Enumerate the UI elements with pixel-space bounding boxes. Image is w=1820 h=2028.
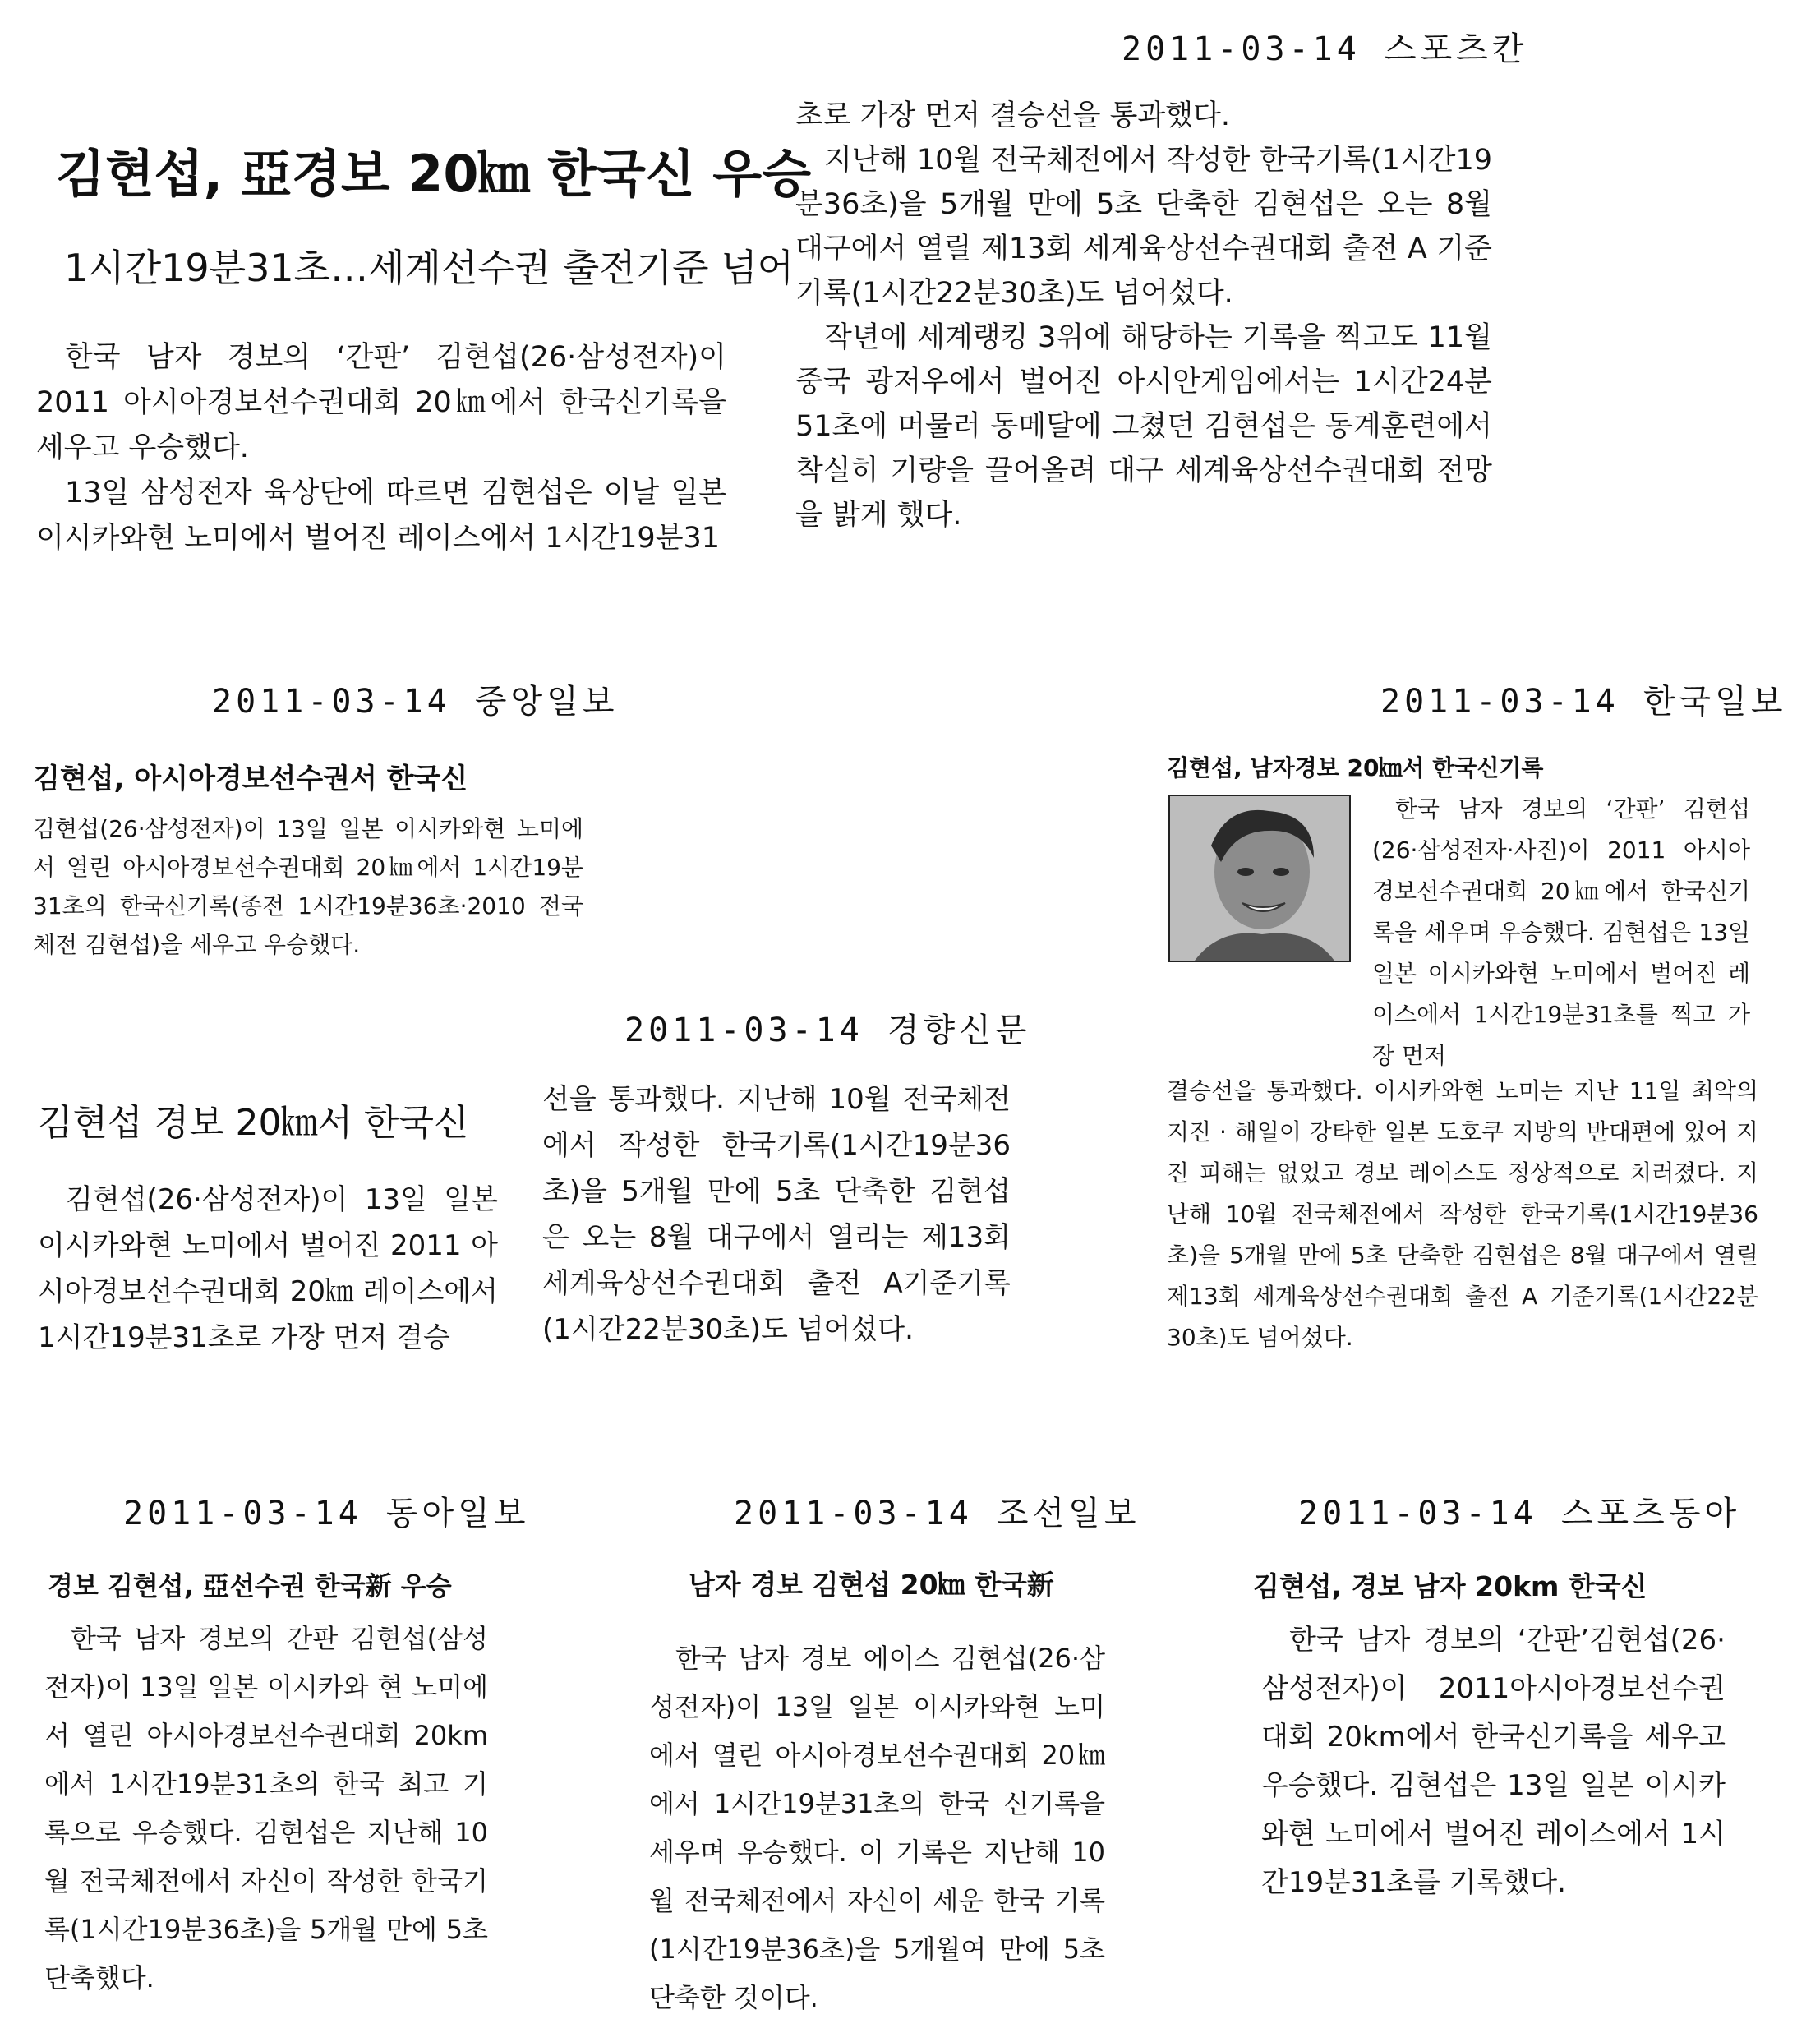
paragraph: 한국 남자 경보의 ‘간판’ 김현섭(26·삼성전자·사진)이 2011 아시아경보선수권대회 20㎞에서 한국신기록을 세우며 우승했다. 김현섭은 13일 일본 이시카와현 노미에서 벌어진 레이스에서 1시간19분31초를 찍고 가장 먼저 bbox=[1372, 795, 1750, 1069]
paragraph: 김현섭(26·삼성전자)이 13일 일본 이시카와현 노미에서 벌어진 2011 아시아경보선수권대회 20㎞ 레이스에서 1시간19분31초로 가장 먼저 결승 bbox=[38, 1183, 498, 1354]
portrait-photo-icon bbox=[1168, 795, 1351, 962]
paragraph: 한국 남자 경보의 ‘간판’김현섭(26·삼성전자)이 2011아시아경보선수권대회 20km에서 한국신기록을 세우고 우승했다. 김현섭은 13일 일본 이시카와현 노미에서 벌어진 레이스에서 1시간19분31초를 기록했다. bbox=[1261, 1624, 1726, 1899]
article-sportskhan bbox=[0, 0, 1512, 592]
dateline-joongang: 2011-03-14 중앙일보 bbox=[212, 683, 619, 721]
paragraph: 한국 남자 경보의 ‘간판’ 김현섭(26·삼성전자)이 2011 아시아경보선수권대회 20㎞에서 한국신기록을 세우고 우승했다. bbox=[36, 341, 726, 464]
article-chosun bbox=[641, 1557, 1117, 2028]
paragraph: 결승선을 통과했다. 이시카와현 노미는 지난 11일 최악의 지진 · 해일이 강타한 일본 도호쿠 지방의 반대편에 있어 지진 피해는 없었고 경보 레이스도 정상적으로 치러졌다. 지난해 10월 전국체전에서 작성한 한국기록(1시간19분36초)을 5개월 만에 5초 단축한 김현섭은 8월 대구에서 열릴 제13회 세계육상선수권대회 출전 A 기준기록(1시간22분30초)도 넘어섰다. bbox=[1167, 1077, 1758, 1351]
paragraph: 작년에 세계랭킹 3위에 해당하는 기록을 찍고도 11월 중국 광저우에서 벌어진 아시안게임에서는 1시간24분51초에 머물러 동메달에 그쳤던 김현섭은 동계훈련에서 착실히 기량을 끌어올려 대구 세계육상선수권대회 전망을 밝게 했다. bbox=[795, 321, 1492, 532]
portrait-silhouette-icon bbox=[1170, 796, 1349, 961]
column-1-sportskhan bbox=[36, 335, 726, 561]
paragraph: 지난해 10월 전국체전에서 작성한 한국기록(1시간19분36초)을 5개월 만에 5초 단축한 김현섭은 오는 8월 대구에서 열릴 제13회 세계육상선수권대회 출전 A 기준기록(1시간22분30초)도 넘어섰다. bbox=[795, 144, 1492, 310]
paragraph: 한국 남자 경보 에이스 김현섭(26·삼성전자)이 13일 일본 이시카와현 노미에서 열린 아시아경보선수권대회 20㎞에서 1시간19분31초의 한국 신기록을 세우며 우승했다. 이 기록은 지난해 10월 전국체전에서 자신이 세운 한국 기록(1시간19분36초)을 5개월여 만에 5초 단축한 것이다. bbox=[649, 1643, 1105, 2013]
paragraph: 한국 남자 경보의 간판 김현섭(삼성전자)이 13일 일본 이시카와 현 노미에서 열린 아시아경보선수권대회 20km에서 1시간19분31초의 한국 최고 기록으로 우승했다. 김현섭은 지난해 10월 전국체전에서 자신이 작성한 한국기록(1시간19분36초)을 5개월 만에 5초 단축했다. bbox=[44, 1623, 488, 1993]
article-sportsdonga bbox=[1253, 1557, 1762, 1968]
subheadline-sportskhan: 1시간19분31초…세계선수권 출전기준 넘어 bbox=[64, 246, 795, 290]
headline-hankook: 김현섭, 남자경보 20㎞서 한국신기록 bbox=[1167, 754, 1544, 781]
paragraph: 선을 통과했다. 지난해 10월 전국체전에서 작성한 한국기록(1시간19분36초)을 5개월 만에 5초 단축한 김현섭은 오는 8월 대구에서 열리는 제13회 세계육상선수권대회 출전 A기준기록(1시간22분30초)도 넘어섰다. bbox=[542, 1083, 1011, 1346]
headline-sportskhan: 김현섭, 亞경보 20㎞ 한국신 우승 bbox=[56, 144, 812, 204]
column-2-sportskhan bbox=[795, 94, 1492, 537]
paragraph: 13일 삼성전자 육상단에 따르면 김현섭은 이날 일본 이시카와현 노미에서 벌어진 레이스에서 1시간19분31 bbox=[36, 477, 726, 555]
article-hankook bbox=[1167, 744, 1775, 1385]
paragraph: 초로 가장 먼저 결승선을 통과했다. bbox=[795, 99, 1230, 132]
article-donga bbox=[41, 1557, 501, 2017]
headline-kyunghyang: 김현섭 경보 20㎞서 한국신 bbox=[38, 1102, 469, 1144]
article-kyunghyang bbox=[33, 1076, 1019, 1405]
headline-joongang: 김현섭, 아시아경보선수권서 한국신 bbox=[33, 763, 468, 795]
dateline-sportskhan: 2011-03-14 스포츠칸 bbox=[1122, 30, 1528, 68]
headline-chosun: 남자 경보 김현섭 20㎞ 한국新 bbox=[689, 1569, 1054, 1601]
headline-donga: 경보 김현섭, 亞선수권 한국新 우승 bbox=[48, 1570, 452, 1602]
headline-sportsdonga: 김현섭, 경보 남자 20km 한국신 bbox=[1253, 1570, 1647, 1602]
dateline-kyunghyang: 2011-03-14 경향신문 bbox=[624, 1012, 1031, 1049]
dateline-sportsdonga: 2011-03-14 스포츠동아 bbox=[1298, 1495, 1741, 1533]
article-joongang bbox=[33, 748, 592, 970]
paragraph: 김현섭(26·삼성전자)이 13일 일본 이시카와현 노미에서 열린 아시아경보선수권대회 20㎞에서 1시간19분31초의 한국신기록(종전 1시간19분36초·2010 전국체전 김현섭)을 세우고 우승했다. bbox=[33, 815, 583, 958]
dateline-donga: 2011-03-14 동아일보 bbox=[123, 1495, 530, 1533]
dateline-chosun: 2011-03-14 조선일보 bbox=[734, 1495, 1140, 1533]
dateline-hankook: 2011-03-14 한국일보 bbox=[1380, 683, 1787, 721]
